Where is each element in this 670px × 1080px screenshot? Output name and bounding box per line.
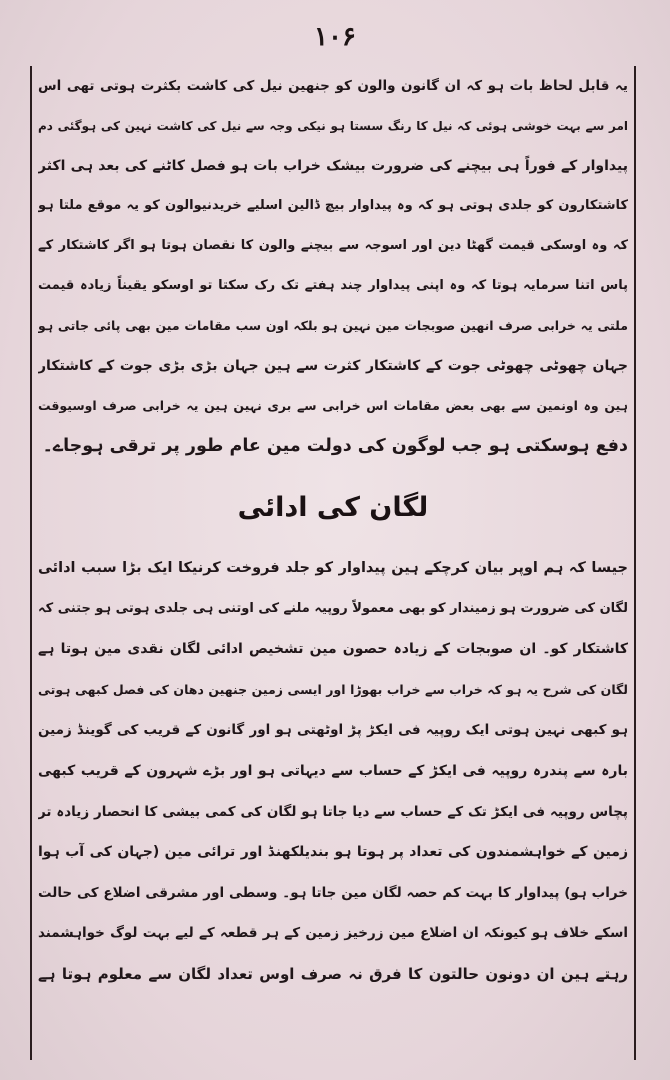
text-line: یہ قابل لحاظ بات ہو کہ ان گانون والون کو جنھین نیل کی کاشت بکثرت ہوتی تھی اس	[38, 78, 628, 94]
text-line: زمین کے خواہشمندون کی تعداد پر ہوتا ہو بندیلکھنڈ اور ترائی مین (جہان کی آب ہوا	[38, 844, 628, 861]
text-line: پیداوار کے فوراً ہی بیچنے کی ضرورت بیشک خراب بات ہو فصل کاٹنے کی بعد ہی اکثر	[38, 158, 628, 174]
text-line: کاشتکارون کو جلدی ہوتی ہو کہ وہ پیداوار بیچ ڈالین اسلیے خریدنیوالون کو یہ موقع ملتا ہو	[38, 198, 628, 213]
text-frame	[30, 66, 636, 1060]
text-line: لگان کی شرح یہ ہو کہ خراب سے خراب بھوڑا اور ایسی زمین جنھین دھان کی فصل کبھی ہوتی	[38, 681, 628, 697]
text-line: امر سے بہت خوشی ہوئی کہ نیل کا رنگ سستا ہو نیکی وجہ سے نیل کی کاشت نہین کی ہوگئی دم	[38, 119, 628, 133]
paragraph-rent-payment	[32, 548, 634, 995]
text-line: دفع ہوسکتی ہو جب لوگون کی دولت مین عام طور پر ترقی ہوجاے۔	[42, 436, 628, 456]
text-line: خراب ہو) پیداوار کا بہت کم حصہ لگان مین جاتا ہو۔ وسطی اور مشرقی اضلاع کی حالت	[38, 884, 628, 901]
text-line: پاس اتنا سرمایہ ہوتا کہ وہ اپنی پیداوار چند ہفتے تک رک سکتا تو اوسکو یقیناً زیادہ قیمت	[38, 278, 628, 293]
text-line: جہان چھوٹی چھوٹی جوت کے کاشتکار کثرت سے ہین جہان بڑی بڑی جوت کے کاشتکار	[38, 358, 628, 374]
text-line: پچاس روپیہ فی ایکڑ تک کے حساب سے دیا جاتا ہو لگان کی کمی بیشی کا انحصار زیادہ تر	[38, 803, 628, 820]
text-line: بارہ سے پندرہ روپیہ فی ایکڑ کے حساب سے دیہاتی ہو اور بڑے شہرون کے قریب کبھی	[38, 762, 628, 779]
text-line: ملتی یہ خرابی صرف انھین صوبجات مین نہین ہو بلکہ اون سب مقامات مین بھی پائی جاتی ہو	[38, 318, 628, 333]
text-line: کاشتکار کو۔ ان صوبجات کے زیادہ حصون مین تشخیص ادائی لگان نقدی مین ہوتا ہے	[38, 641, 628, 658]
text-line: ہو کبھی نہین ہوتی ایک روپیہ فی ایکڑ پڑ اوٹھتی ہو اور گانون کے قریب کی گوینڈ زمین	[38, 722, 628, 739]
paragraph-produce-sale	[32, 66, 634, 466]
text-line: ہین وہ اونمین سے بھی بعض مقامات اس خرابی سے بری نہین ہین یہ خرابی صرف اوسیوقت	[38, 398, 628, 413]
text-line: لگان کی ضرورت ہو زمیندار کو بھی معمولاً روپیہ ملنے کی اوتنی ہی جلدی ہوتی ہو جتنی کہ	[38, 600, 628, 616]
page-number: ۱۰۶	[314, 22, 356, 52]
text-line: کہ وہ اوسکی قیمت گھٹا دین اور اسوجہ سے بیچنے والون کا نقصان ہوتا ہو اگر کاشتکار کے	[38, 238, 628, 253]
text-line: رہتے ہین ان دونون حالتون کا فرق نہ صرف اوس تعداد لگان سے معلوم ہوتا ہے	[38, 964, 628, 983]
text-line: جیسا کہ ہم اوپر بیان کرچکے ہین پیداوار کو جلد فروخت کرنیکا ایک بڑا سبب ادائی	[38, 560, 628, 576]
section-heading: لگان کی ادائی	[237, 492, 429, 523]
text-line: اسکے خلاف ہو کیونکہ ان اضلاع مین زرخیز زمین کے ہر قطعہ کے لیے بہت لوگ خواہشمند	[38, 925, 628, 942]
